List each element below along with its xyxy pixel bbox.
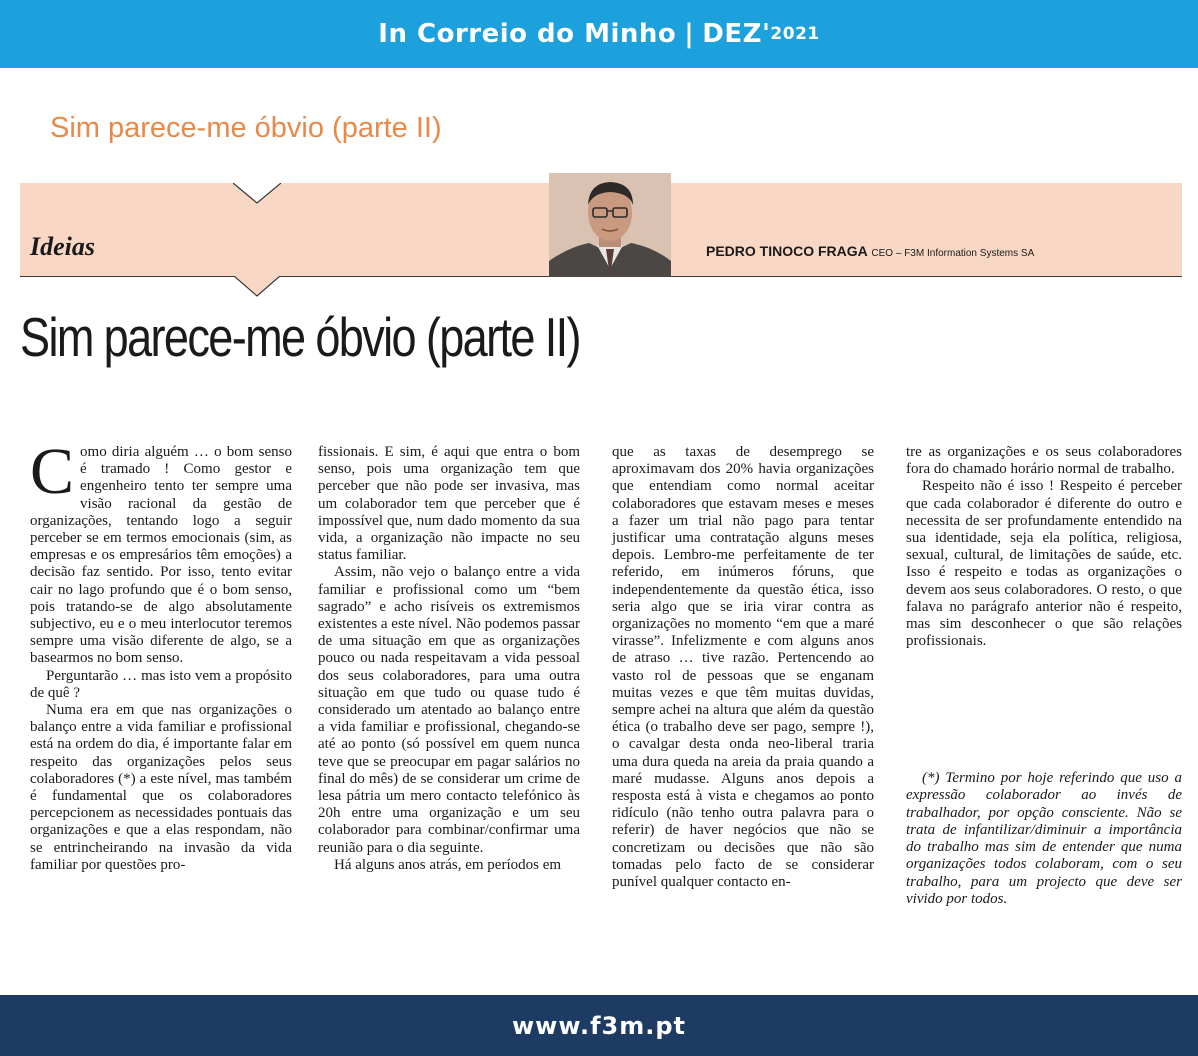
author-role: CEO – F3M Information Systems SA [871, 248, 1035, 259]
paragraph: que as taxas de desemprego se aproximavam dos 20% havia organizações que entendiam como normal aceitar colaboradores que estavam meses e meses a fazer um trial não pago para tentar justificar uma contratação alguns meses depois. Lembro-me perfeitamente de ter referido, em inúmeros fóruns, que independentemente da questão ética, isso seria algo que se iria virar contra as organizações no momento “em que a maré virasse”. Infelizmente e com alguns anos de atraso … tive razão. Pertencendo ao vasto rol de pessoas que se enganam muitas vezes e que têm muitas duvidas, sempre achei na altura que além da questão ética (o trabalho deve ser pago, sempre !), o cavalgar desta onda neo-liberal traria uma dura queda na areia da praia quando a maré mudasse. Alguns anos depois a resposta está à vista e chegamos ao ponto ridículo (não tenho outra palavra para o referir) de haver negócios que não se concretizam ou decisões que não são tomadas pelo facto de se considerar punível qualquer contacto en- [612, 444, 874, 891]
paragraph: tre as organizações e os seus colaboradores fora do chamado horário normal de trabalho. [906, 444, 1182, 478]
website-link[interactable]: www.f3m.pt [511, 1011, 686, 1040]
article-column-1 [30, 435, 292, 874]
article-column-4 [906, 444, 1182, 650]
header-separator: | [684, 19, 695, 49]
issue-month: DEZ' [702, 19, 771, 49]
paragraph: Assim, não vejo o balanço entre a vida familiar e profissional como um “bem sagrado” e acho risíveis os extremismos existentes a este nível. Não podemos passar de uma situação em que as organizações pouco ou nada respeitavam a vida pessoal dos seus colaboradores, para uma outra situação em que tudo ou quase tudo é considerado um atentado ao balanço entre a vida familiar e profissional, chegando-se até ao ponto (só possível em quem nunca teve que se preocupar em pagar salários no final do mês) de se considerar um crime de lesa pátria um mero contacto telefónico às 20h entre uma organização e um seu colaborador para combinar/confirmar uma reunião para o dia seguinte. [318, 564, 581, 856]
source-name: In Correio do Minho [378, 19, 677, 49]
author-name: PEDRO TINOCO FRAGA [706, 243, 868, 259]
author-byline [706, 243, 1034, 259]
article-column-2 [318, 444, 580, 874]
paragraph: Respeito não é isso ! Respeito é perceber que cada colaborador é diferente do outro e necessita de ser profundamente entendido na sua identidade, seja ela política, religiosa, sexual, cultural, de limitações de saúde, etc. Isso é respeito e todas as organizações o devem aos seus colaboradores. O resto, o que falava no parágrafo anterior não é respeito, mas sim desconhecer o que são relações profissionais. [906, 478, 1182, 650]
issue-year: 2021 [770, 24, 820, 44]
paragraph: Perguntarão … mas isto vem a propósito de quê ? [30, 667, 292, 701]
paragraph: fissionais. E sim, é aqui que entra o bom senso, pois uma organização tem que perceber que não pode ser invasiva, mas um colaborador tem que perceber que é impossível que, num dado momento da sua vida, a organização não impacte no seu status familiar. [318, 444, 580, 564]
section-label: Ideias [30, 232, 95, 261]
paragraph: Há alguns anos atrás, em períodos em [334, 856, 562, 873]
footnote-text: (*) Termino por hoje referindo que uso a expressão colaborador ao invés de trabalhador, por opção consciente. Não se trata de infantilizar/diminuir a importância do trabalho mas sim de entender que numa organizações todos colaboram, com o seu trabalho, para um projecto que deve ser vivido por todos. [906, 770, 1182, 908]
top-banner [0, 0, 1198, 68]
banner-top-notch [233, 183, 281, 205]
paragraph: Numa era em que nas organizações o balanço entre a vida familiar e profissional está na ordem do dia, é importante falar em respeito das organizações pelos seus colaboradores (*) a este nível, mas também é fundamental que os colaboradores percepcionem as necessidades pontuais das organizações e que a elas respondam, não se entrincheirando na invasão da vida familiar por questões pro- [30, 702, 292, 873]
paragraph: Como diria alguém … o bom senso é tramado ! Como gestor e engenheiro tento ter sempre uma visão racional da gestão de organizações, tentando logo a seguir perceber se em termos emocionais (sim, as empresas e os empresários têm emoções) a decisão faz sentido. Por isso, tento evitar cair no lago profundo que é o bom senso, pois tratando-se de algo absolutamente subjectivo, eu e o meu interlocutor teremos sempre uma visão diferente de algo, se a basearmos no bom senso. [30, 435, 292, 667]
footnote [906, 770, 1182, 908]
author-photo [549, 173, 671, 277]
bottom-banner [0, 995, 1198, 1056]
article-headline: Sim parece-me óbvio (parte II) [20, 306, 580, 368]
drop-cap: C [30, 435, 75, 508]
page-subtitle: Sim parece-me óbvio (parte II) [50, 112, 442, 144]
article-column-3 [612, 444, 874, 891]
banner-bottom-notch [234, 276, 280, 298]
